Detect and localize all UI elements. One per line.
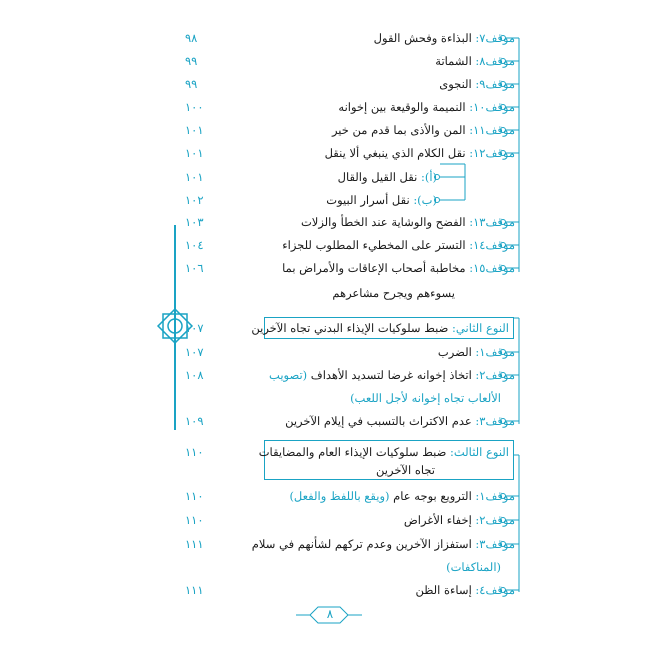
toc-entry[interactable] bbox=[185, 411, 515, 431]
entry-text: إساءة الظن bbox=[415, 583, 476, 597]
entry-text: البذاءة وفحش القول bbox=[373, 31, 476, 45]
toc-subentry[interactable] bbox=[185, 167, 515, 187]
entry-text: الفضح والوشاية عند الخطأ والزلات bbox=[300, 215, 470, 229]
entry-label: موقف١١: bbox=[469, 123, 515, 137]
section-text: ضبط سلوكيات الإيذاء البدني تجاه الآخرين bbox=[251, 321, 453, 335]
entry-text: نقل القيل والقال bbox=[337, 170, 421, 184]
entry-label: موقف١: bbox=[475, 345, 515, 359]
entry-label: (ب): bbox=[413, 193, 437, 207]
entry-text: إخفاء الأغراض bbox=[403, 513, 476, 527]
entry-page: ١٠٧ bbox=[185, 345, 204, 359]
toc-entry[interactable] bbox=[185, 143, 515, 163]
entry-label: موقف٢: bbox=[475, 368, 515, 382]
entry-page: ١٠٨ bbox=[185, 368, 204, 382]
entry-page: ١٠٢ bbox=[185, 193, 204, 207]
entry-text: التستر على المخطيء المطلوب للجزاء bbox=[282, 238, 470, 252]
entry-parenthetical: (ويقع باللفظ والفعل) bbox=[289, 489, 390, 503]
toc-entry[interactable] bbox=[185, 342, 515, 362]
entry-page: ١٠١ bbox=[185, 170, 204, 184]
toc-continuation bbox=[185, 388, 515, 408]
toc-entry[interactable] bbox=[185, 28, 515, 48]
toc-continuation bbox=[185, 557, 515, 577]
toc-entry[interactable] bbox=[185, 580, 515, 600]
continuation-parenthetical: (المناكفات) bbox=[446, 560, 501, 574]
section-text: ضبط سلوكيات الإيذاء العام والمضايقات bbox=[258, 445, 451, 459]
entry-label: موقف١٣: bbox=[469, 215, 515, 229]
toc-entry[interactable] bbox=[185, 510, 515, 530]
toc-entry[interactable] bbox=[185, 258, 515, 278]
entry-label: موقف٣: bbox=[475, 414, 515, 428]
entry-label: موقف٧: bbox=[475, 31, 515, 45]
entry-text: النجوى bbox=[439, 77, 476, 91]
continuation-text: يسوءهم ويجرح مشاعرهم bbox=[332, 286, 455, 300]
toc-entry[interactable] bbox=[185, 534, 515, 554]
entry-text: عدم الاكتراث بالتسبب في إيلام الآخرين bbox=[285, 414, 476, 428]
entry-label: موقف٨: bbox=[475, 54, 515, 68]
section-label: النوع الثالث: bbox=[450, 445, 509, 459]
entry-page: ١٠١ bbox=[185, 123, 204, 137]
entry-label: موقف١٤: bbox=[469, 238, 515, 252]
entry-text: اتخاذ إخوانه غرضا لتسديد الأهداف bbox=[307, 368, 476, 382]
entry-text: مخاطبة أصحاب الإعاقات والأمراض بما bbox=[282, 261, 470, 275]
entry-text: نقل الكلام الذي ينبغي ألا ينقل bbox=[324, 146, 470, 160]
page-number: ٨ bbox=[326, 607, 334, 621]
toc-continuation bbox=[185, 460, 515, 480]
entry-label: موقف١٠: bbox=[469, 100, 515, 114]
toc-entry[interactable] bbox=[185, 74, 515, 94]
toc-entry[interactable] bbox=[185, 212, 515, 232]
toc-entry[interactable] bbox=[185, 486, 515, 506]
entry-page: ١١١ bbox=[185, 537, 204, 551]
toc-entry[interactable] bbox=[185, 120, 515, 140]
toc-section-heading[interactable] bbox=[185, 442, 515, 462]
entry-page: ١٠٦ bbox=[185, 261, 204, 275]
entry-label: موقف٤: bbox=[475, 583, 515, 597]
entry-parenthetical: (تصويب bbox=[269, 368, 308, 382]
entry-page: ١٠٧ bbox=[185, 321, 204, 335]
entry-page: ١٠١ bbox=[185, 146, 204, 160]
entry-text: المن والأذى بما قدم من خير bbox=[331, 123, 470, 137]
entry-page: ٩٩ bbox=[185, 54, 198, 68]
entry-text: الضرب bbox=[437, 345, 476, 359]
entry-page: ١١٠ bbox=[185, 489, 204, 503]
entry-page: ١١٠ bbox=[185, 445, 204, 459]
toc-continuation bbox=[185, 283, 515, 303]
entry-text: الترويع بوجه عام bbox=[389, 489, 476, 503]
toc-subentry[interactable] bbox=[185, 190, 515, 210]
toc-entry[interactable] bbox=[185, 235, 515, 255]
entry-page: ١٠٩ bbox=[185, 414, 204, 428]
entry-page: ٩٨ bbox=[185, 31, 198, 45]
entry-label: (أ): bbox=[420, 170, 437, 184]
entry-label: موقف٩: bbox=[475, 77, 515, 91]
entry-label: موقف٢: bbox=[475, 513, 515, 527]
toc-entry[interactable] bbox=[185, 51, 515, 71]
toc-entry[interactable] bbox=[185, 97, 515, 117]
section-label: النوع الثاني: bbox=[452, 321, 509, 335]
entry-text: نقل أسرار البيوت bbox=[326, 193, 414, 207]
continuation-parenthetical: الألعاب تجاه إخوانه لأجل اللعب) bbox=[350, 391, 501, 405]
entry-page: ٩٩ bbox=[185, 77, 198, 91]
entry-text: استفزاز الآخرين وعدم تركهم لشأنهم في سلام bbox=[251, 537, 476, 551]
entry-label: موقف١٥: bbox=[469, 261, 515, 275]
entry-text: النميمة والوقيعة بين إخوانه bbox=[338, 100, 470, 114]
entry-page: ١٠٣ bbox=[185, 215, 204, 229]
entry-label: موقف١: bbox=[475, 489, 515, 503]
continuation-text: تجاه الآخرين bbox=[376, 463, 435, 477]
entry-label: موقف٣: bbox=[475, 537, 515, 551]
entry-page: ١٠٤ bbox=[185, 238, 204, 252]
entry-page: ١٠٠ bbox=[185, 100, 204, 114]
toc-section-heading[interactable] bbox=[185, 318, 515, 338]
toc-entry[interactable] bbox=[185, 365, 515, 385]
entry-page: ١١٠ bbox=[185, 513, 204, 527]
entry-text: الشماتة bbox=[435, 54, 476, 68]
entry-page: ١١١ bbox=[185, 583, 204, 597]
entry-label: موقف١٢: bbox=[469, 146, 515, 160]
